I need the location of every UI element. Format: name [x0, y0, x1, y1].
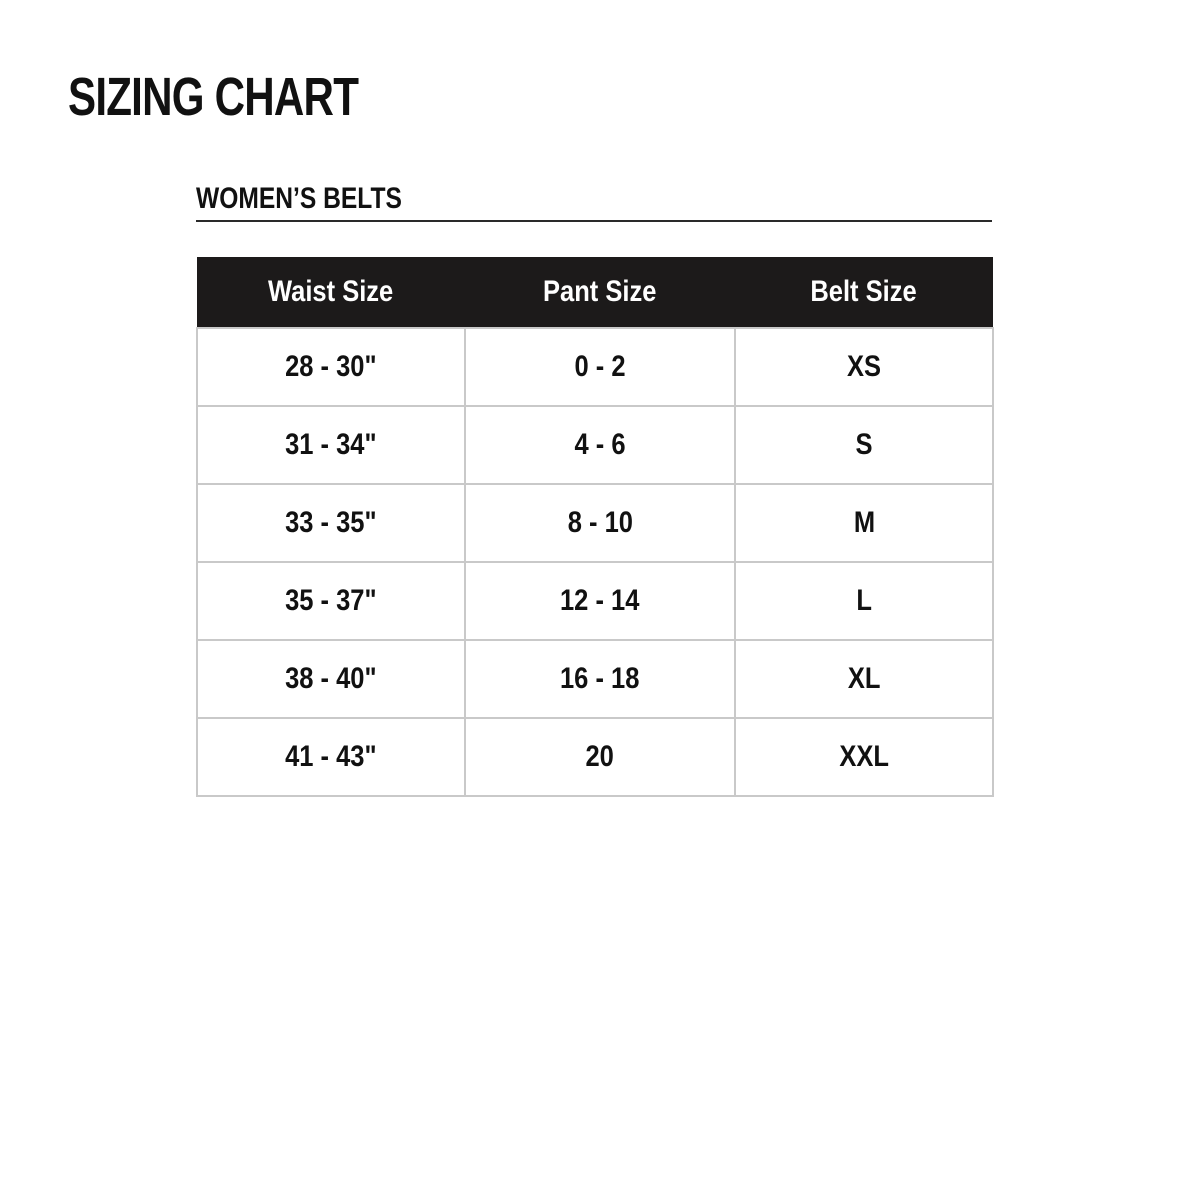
belt-size-cell: [735, 328, 993, 406]
womens-belts-section: [196, 180, 992, 222]
pant-size-cell: [465, 562, 735, 640]
waist-size-cell: [197, 328, 465, 406]
table-row: [197, 328, 993, 406]
belt-size-cell: [735, 562, 993, 640]
waist-size-value: 28 - 30": [285, 350, 377, 383]
header-belt-size: [735, 257, 993, 328]
belt-size-value: S: [855, 428, 873, 461]
belt-size-value: L: [856, 584, 872, 617]
pant-size-value: 12 - 14: [560, 584, 640, 617]
header-waist-size-label: Waist Size: [268, 275, 394, 308]
belt-size-cell: [735, 640, 993, 718]
belt-size-value: M: [853, 506, 875, 539]
header-waist-size: [197, 257, 465, 328]
pant-size-cell: [465, 406, 735, 484]
waist-size-value: 31 - 34": [285, 428, 377, 461]
waist-size-cell: [197, 484, 465, 562]
waist-size-value: 38 - 40": [285, 662, 377, 695]
table-row: [197, 484, 993, 562]
header-pant-size-label: Pant Size: [543, 275, 657, 308]
pant-size-cell: [465, 640, 735, 718]
belt-size-value: XXL: [839, 740, 889, 773]
belt-size-cell: [735, 406, 993, 484]
pant-size-cell: [465, 718, 735, 796]
section-title: WOMEN’S BELTS: [196, 182, 402, 215]
pant-size-value: 0 - 2: [574, 350, 626, 383]
table-row: [197, 718, 993, 796]
belt-size-cell: [735, 718, 993, 796]
waist-size-cell: [197, 640, 465, 718]
table-row: [197, 640, 993, 718]
pant-size-value: 4 - 6: [574, 428, 626, 461]
pant-size-value: 20: [585, 740, 615, 773]
waist-size-cell: [197, 562, 465, 640]
table-header-row: [197, 257, 993, 328]
sizing-table: [196, 257, 994, 797]
table-row: [197, 406, 993, 484]
pant-size-cell: [465, 484, 735, 562]
belt-size-value: XL: [847, 662, 881, 695]
belt-size-value: XS: [846, 350, 882, 383]
waist-size-value: 33 - 35": [285, 506, 377, 539]
header-pant-size: [465, 257, 735, 328]
header-belt-size-label: Belt Size: [810, 275, 918, 308]
pant-size-value: 16 - 18: [560, 662, 640, 695]
waist-size-value: 35 - 37": [285, 584, 377, 617]
belt-size-cell: [735, 484, 993, 562]
waist-size-cell: [197, 406, 465, 484]
waist-size-cell: [197, 718, 465, 796]
section-divider: [196, 220, 992, 222]
page-title: SIZING CHART: [68, 67, 359, 127]
waist-size-value: 41 - 43": [285, 740, 377, 773]
pant-size-cell: [465, 328, 735, 406]
pant-size-value: 8 - 10: [567, 506, 633, 539]
table-row: [197, 562, 993, 640]
